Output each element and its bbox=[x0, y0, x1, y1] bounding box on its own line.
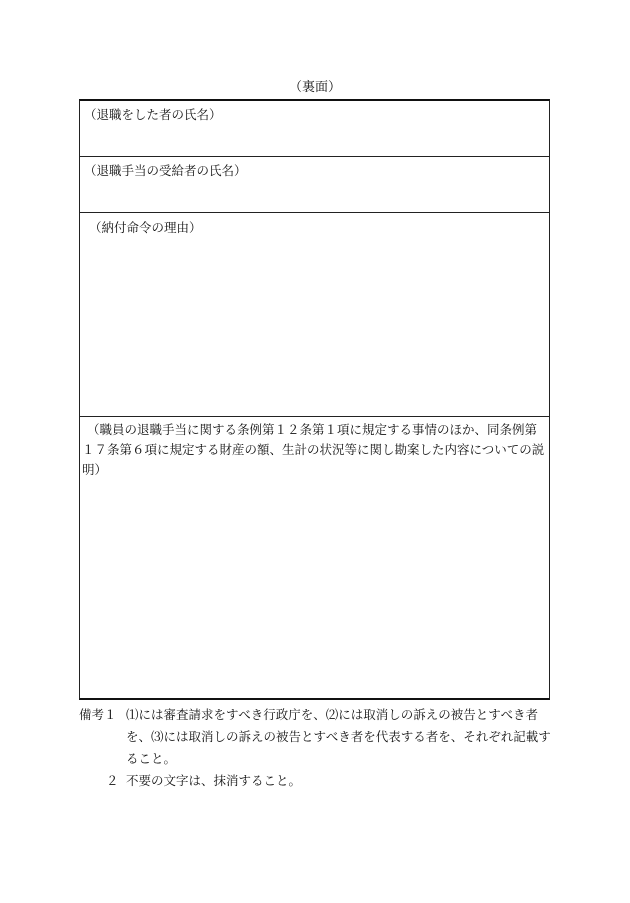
remarks-marker: 備考１ bbox=[79, 707, 117, 722]
considerations-explanation-field[interactable] bbox=[80, 417, 549, 700]
recipient-name-field[interactable] bbox=[80, 157, 549, 213]
remark-2-text: 不要の文字は、抹消すること。 bbox=[126, 773, 302, 788]
recipient-name-label: （退職手当の受給者の氏名） bbox=[84, 163, 247, 178]
remark-1-first-line: ⑴には審査請求をすべき行政庁を、⑵には取消しの訴えの被告とすべき者 bbox=[126, 707, 539, 722]
remark-1-continuation: を、⑶には取消しの訴えの被告とすべき者を代表する者を、それぞれ記載すること。 bbox=[126, 729, 551, 766]
remark-2-number: ２ bbox=[106, 773, 119, 788]
retiree-name-field[interactable] bbox=[80, 101, 549, 157]
considerations-explanation-label: （職員の退職手当に関する条例第１２条第１項に規定する事情のほか、同条例第１７条第６項に規定する財産の額、生計の状況等に関し勘案した内容についての説明） bbox=[82, 422, 545, 477]
payment-order-reason-label: （納付命令の理由） bbox=[89, 220, 202, 235]
remarks-section bbox=[79, 704, 554, 792]
payment-order-reason-field[interactable] bbox=[80, 213, 549, 417]
page-heading: （裏面） bbox=[288, 80, 341, 95]
form-table bbox=[79, 99, 550, 700]
retiree-name-label: （退職をした者の氏名） bbox=[84, 107, 222, 122]
remark-2 bbox=[79, 770, 554, 792]
remark-1 bbox=[79, 704, 554, 770]
